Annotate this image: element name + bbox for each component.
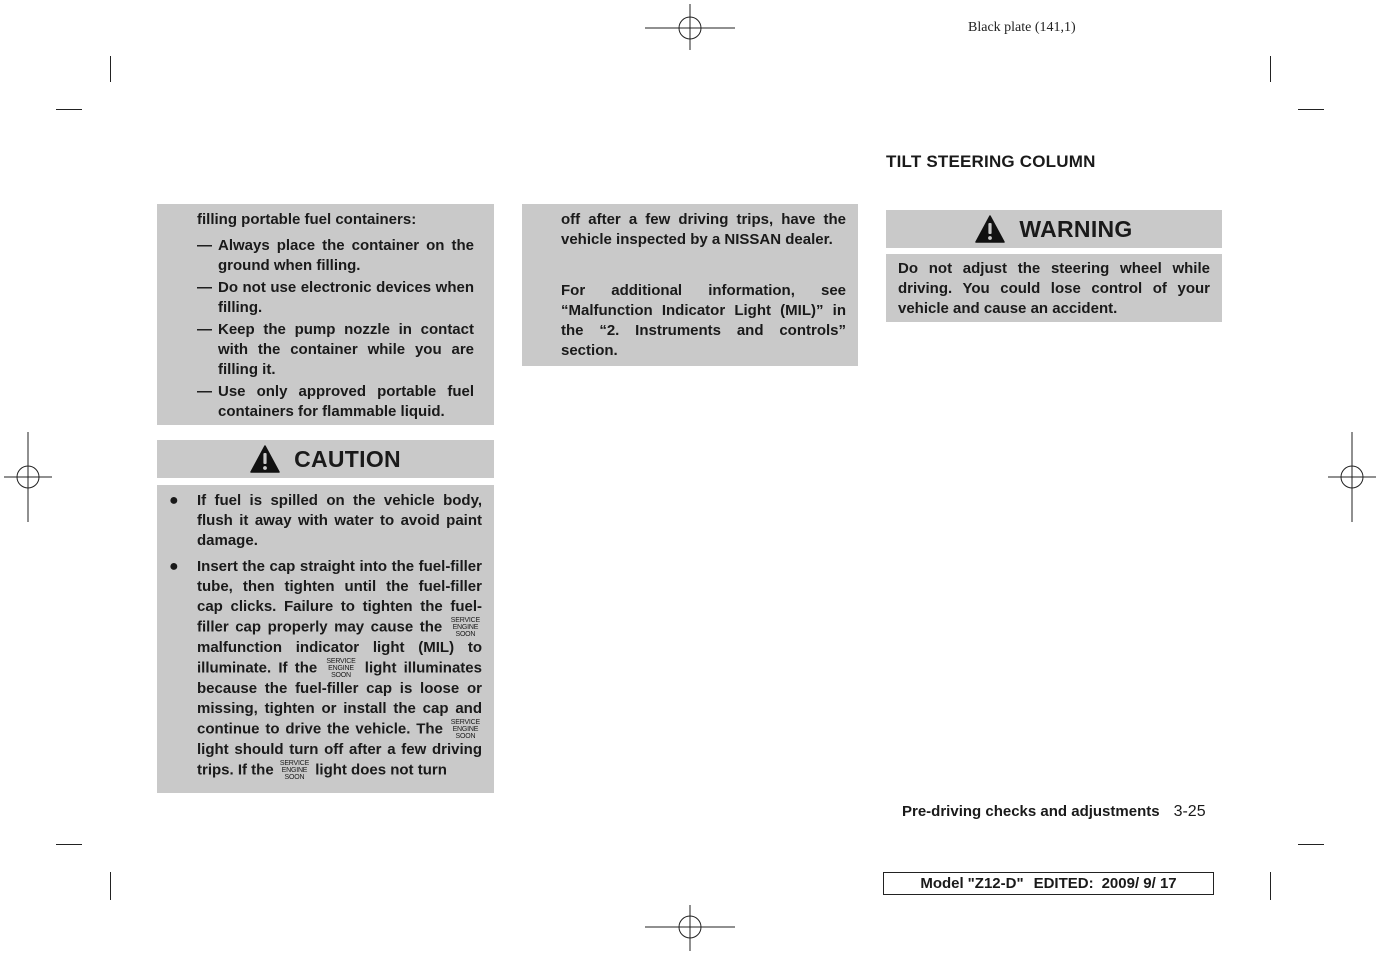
dash-marker: —	[197, 321, 212, 338]
footer-section: Pre-driving checks and adjustments	[902, 803, 1160, 820]
dash-marker: —	[197, 237, 212, 254]
model-edition-box	[883, 872, 1214, 895]
caution-list	[169, 491, 482, 787]
warning-triangle-icon	[250, 445, 280, 473]
edited-date: 2009/ 9/ 17	[1101, 875, 1177, 892]
model-code: "Z12-D"	[967, 875, 1024, 892]
caution-item-text: light illuminates because the fuel-filler cap is loose or missing, tighten or install the cap and continue to drive the vehicle. The	[197, 659, 482, 738]
plate-label: Black plate (141,1)	[968, 20, 1076, 35]
caution-body	[157, 485, 494, 793]
list-item	[169, 557, 482, 781]
caution-item-text: Insert the cap straight into the fuel-filler tube, then tighten until the fuel-filler cap clicks. Failure to tighten the fuel-filler cap properly may cause the	[197, 558, 482, 636]
list-item-text: Do not use electronic devices when filling.	[218, 279, 474, 316]
list-lead: filling portable fuel containers:	[197, 211, 417, 228]
page-number: 3-25	[1173, 803, 1206, 820]
service-engine-soon-icon: SERVICE ENGINE SOON	[279, 760, 310, 781]
dash-marker: —	[197, 279, 212, 296]
dash-marker: —	[197, 383, 212, 400]
caution-item-text: malfunction indicator light (MIL) to illuminate. If the	[197, 639, 482, 677]
registration-mark-right	[1328, 432, 1376, 522]
list-item-text: Keep the pump nozzle in contact with the container while you are filling it.	[218, 321, 474, 378]
registration-mark-left	[4, 432, 52, 522]
warning-header	[886, 210, 1222, 248]
fuel-container-box	[157, 204, 494, 425]
warning-text: Do not adjust the steering wheel while driving. You could lose control of your vehicle and cause an accident.	[898, 260, 1210, 317]
list-item	[197, 320, 474, 380]
list-item-text: Use only approved portable fuel containers for flammable liquid.	[218, 383, 474, 420]
list-item	[197, 382, 474, 422]
section-title: TILT STEERING COLUMN	[886, 152, 1096, 171]
caution-item-text: light should turn off after a few driving trips. If the	[197, 741, 482, 779]
warning-triangle-icon	[975, 215, 1005, 243]
service-engine-soon-icon: SERVICE ENGINE SOON	[450, 719, 481, 740]
warning-body	[886, 254, 1222, 322]
registration-mark-bottom	[645, 905, 735, 951]
service-engine-soon-icon: SERVICE ENGINE SOON	[450, 617, 480, 638]
caution-continued-box	[522, 204, 858, 366]
caution-item-text: light does not turn	[315, 761, 447, 779]
dash-list	[197, 236, 474, 424]
warning-title: WARNING	[1019, 215, 1133, 242]
registration-mark-top	[645, 4, 735, 50]
edited-label: EDITED:	[1033, 875, 1094, 892]
list-item	[169, 491, 482, 551]
list-item	[197, 278, 474, 318]
caution-header	[157, 440, 494, 478]
caution-item-text: If fuel is spilled on the vehicle body, flush it away with water to avoid paint damage.	[197, 492, 482, 549]
page-footer	[902, 803, 1206, 821]
bullet-marker: ●	[169, 558, 179, 575]
additional-info-paragraph: For additional information, see “Malfunction Indicator Light (MIL)” in the “2. Instruments and controls” section.	[561, 282, 846, 359]
list-item	[197, 236, 474, 276]
bullet-marker: ●	[169, 492, 179, 509]
service-engine-soon-icon: SERVICE ENGINE SOON	[326, 658, 356, 679]
model-prefix: Model	[920, 875, 964, 892]
caution-title: CAUTION	[294, 445, 401, 472]
continued-paragraph: off after a few driving trips, have the vehicle inspected by a NISSAN dealer.	[561, 211, 846, 248]
list-item-text: Always place the container on the ground when filling.	[218, 237, 474, 274]
